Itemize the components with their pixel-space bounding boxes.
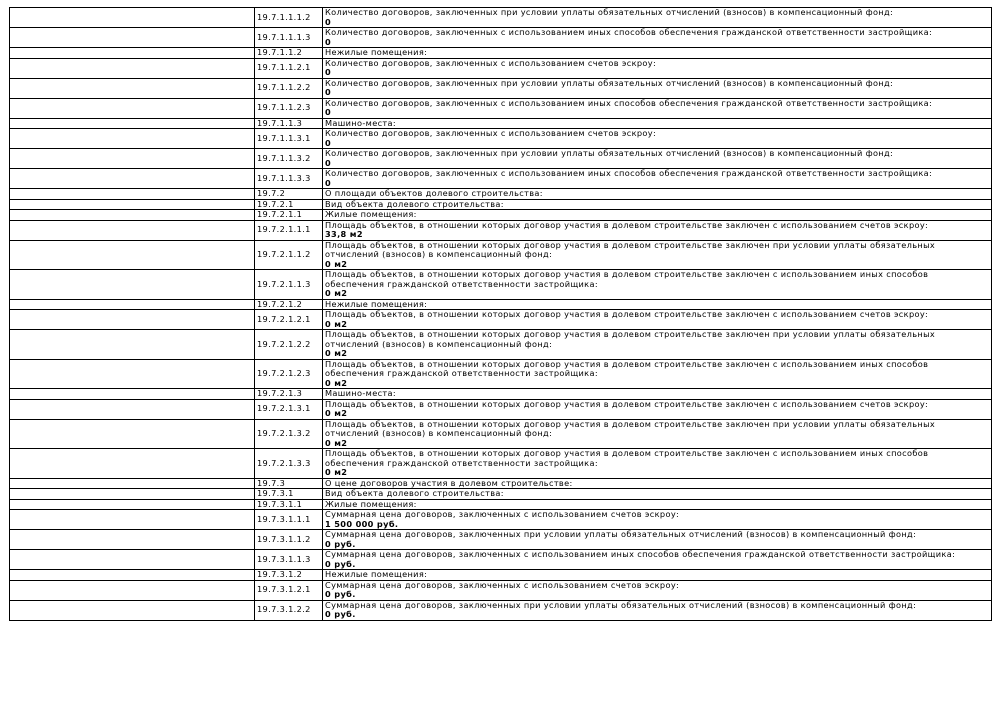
item-description-cell [323,78,992,98]
table-row [10,58,992,78]
item-value: 0 руб. [325,558,356,569]
item-description-cell [323,419,992,449]
item-description-cell [323,58,992,78]
item-value: 0 м2 [325,408,348,418]
item-label: Площадь объектов, в отношении которых договор участия в долевом строительстве заключен при условии уплаты обязательных отчислений (взносов) в компенсационный фонд: [325,329,936,349]
blank-cell [10,310,255,330]
table-row [10,489,992,500]
item-code: 19.7.1.1.2.2 [255,78,323,98]
item-description-cell [323,310,992,330]
item-value: 0 [325,67,332,77]
item-value: 0 м2 [325,348,348,358]
item-label: Количество договоров, заключенных при условии уплаты обязательных отчислений (взносов) в компенсационный фонд: [325,77,894,88]
item-code: 19.7.2.1.1 [255,210,323,221]
item-code: 19.7.2.1.2.3 [255,359,323,389]
table-row [10,310,992,330]
item-code: 19.7.2.1.1.3 [255,270,323,300]
item-description-cell [323,489,992,500]
item-code: 19.7.3.1.2.2 [255,600,323,620]
blank-cell [10,210,255,221]
table-row [10,78,992,98]
item-description-cell [323,149,992,169]
item-label: Площадь объектов, в отношении которых договор участия в долевом строительстве заключен при условии уплаты обязательных отчислений (взносов) в компенсационный фонд: [325,418,936,438]
item-description-cell [323,28,992,48]
item-description-cell [323,270,992,300]
blank-cell [10,499,255,510]
blank-cell [10,270,255,300]
blank-cell [10,299,255,310]
blank-cell [10,129,255,149]
blank-cell [10,530,255,550]
table-row [10,28,992,48]
table-row [10,550,992,570]
item-label: Количество договоров, заключенных с использованием иных способов обеспечения гражданской ответственности застройщика: [325,27,933,37]
item-value: 0 [325,36,332,47]
item-label: Площадь объектов, в отношении которых договор участия в долевом строительстве заключен с использованием иных способов обеспечения гражданской ответственности застройщика: [325,448,929,468]
item-code: 19.7.3.1.1.2 [255,530,323,550]
blank-cell [10,118,255,129]
table-row [10,389,992,400]
item-description-cell [323,169,992,189]
item-value: 0 руб. [325,538,356,549]
item-description-cell [323,478,992,489]
item-label: Вид объекта долевого строительства: [325,488,504,498]
blank-cell [10,510,255,530]
table-row [10,240,992,270]
table-body [10,8,992,621]
item-value: 0 м2 [325,467,348,477]
item-label: Нежилые помещения: [325,569,428,579]
item-description-cell [323,118,992,129]
blank-cell [10,399,255,419]
item-code: 19.7.1.1.2 [255,48,323,59]
table-row [10,98,992,118]
item-description-cell [323,550,992,570]
item-code: 19.7.2.1.1.2 [255,240,323,270]
blank-cell [10,449,255,479]
item-description-cell [323,8,992,28]
item-value: 0 [325,177,332,188]
item-value: 0 [325,137,332,148]
item-description-cell [323,240,992,270]
item-description-cell [323,499,992,510]
item-description-cell [323,189,992,200]
item-label: Нежилые помещения: [325,47,428,57]
table-row [10,8,992,28]
item-description-cell [323,600,992,620]
table-row [10,530,992,550]
item-label: Жилые помещения: [325,498,417,509]
table-row [10,419,992,449]
blank-cell [10,489,255,500]
item-value: 0 м2 [325,288,348,298]
item-code: 19.7.2.1.2.2 [255,330,323,360]
item-code: 19.7.3.1.1 [255,499,323,510]
blank-cell [10,419,255,449]
table-row [10,570,992,581]
item-value: 0 м2 [325,258,348,269]
table-row [10,149,992,169]
item-code: 19.7.3.1.2.1 [255,580,323,600]
table-row [10,189,992,200]
item-description-cell [323,570,992,581]
item-description-cell [323,399,992,419]
table-row [10,199,992,210]
item-description-cell [323,330,992,360]
item-description-cell [323,98,992,118]
item-label: Количество договоров, заключенных с использованием иных способов обеспечения гражданской ответственности застройщика: [325,168,933,178]
item-description-cell [323,48,992,59]
item-label: Количество договоров, заключенных при условии уплаты обязательных отчислений (взносов) в компенсационный фонд: [325,148,894,158]
disclosure-table [9,7,992,621]
item-label: О цене договоров участия в долевом строительстве: [325,477,573,488]
item-value: 0 руб. [325,609,356,619]
table-row [10,220,992,240]
item-description-cell [323,359,992,389]
item-code: 19.7.1.1.1.3 [255,28,323,48]
item-label: Суммарная цена договоров, заключенных с использованием счетов эскроу: [325,579,680,590]
item-description-cell [323,449,992,479]
item-code: 19.7.3.1 [255,489,323,500]
item-value: 0 м2 [325,318,348,329]
blank-cell [10,98,255,118]
item-code: 19.7.2.1.2 [255,299,323,310]
item-label: Площадь объектов, в отношении которых договор участия в долевом строительстве заключен с использованием иных способов обеспечения гражданской ответственности застройщика: [325,358,929,378]
item-code: 19.7.1.1.1.2 [255,8,323,28]
item-description-cell [323,530,992,550]
table-row [10,129,992,149]
item-code: 19.7.1.1.3.3 [255,169,323,189]
item-code: 19.7.1.1.3.2 [255,149,323,169]
blank-cell [10,220,255,240]
item-code: 19.7.2.1.3.1 [255,399,323,419]
item-value: 0 м2 [325,377,348,388]
item-label: Площадь объектов, в отношении которых договор участия в долевом строительстве заключен с использованием счетов эскроу: [325,398,929,409]
item-code: 19.7.1.1.3.1 [255,129,323,149]
item-code: 19.7.1.1.2.1 [255,58,323,78]
blank-cell [10,58,255,78]
item-code: 19.7.3.1.1.3 [255,550,323,570]
item-value: 1 500 000 руб. [325,518,399,529]
item-code: 19.7.2.1.3 [255,389,323,400]
blank-cell [10,478,255,489]
item-description-cell [323,299,992,310]
blank-cell [10,389,255,400]
table-row [10,169,992,189]
blank-cell [10,240,255,270]
blank-cell [10,48,255,59]
item-code: 19.7.1.1.3 [255,118,323,129]
blank-cell [10,570,255,581]
blank-cell [10,199,255,210]
blank-cell [10,28,255,48]
blank-cell [10,149,255,169]
item-value: 0 м2 [325,437,348,448]
item-value: 33,8 м2 [325,229,363,239]
item-label: Площадь объектов, в отношении которых договор участия в долевом строительстве заключен с использованием счетов эскроу: [325,219,929,230]
table-row [10,499,992,510]
item-label: Количество договоров, заключенных при условии уплаты обязательных отчислений (взносов) в компенсационный фонд: [325,7,894,17]
item-value: 0 руб. [325,589,356,599]
table-row [10,48,992,59]
blank-cell [10,550,255,570]
item-code: 19.7.2.1.3.2 [255,419,323,449]
item-label: Машино-места: [325,117,397,128]
item-value: 0 [325,16,332,27]
item-label: Машино-места: [325,388,397,398]
item-code: 19.7.2.1.1.1 [255,220,323,240]
item-description-cell [323,580,992,600]
table-row [10,299,992,310]
item-label: Площадь объектов, в отношении которых договор участия в долевом строительстве заключен при условии уплаты обязательных отчислений (взносов) в компенсационный фонд: [325,239,936,259]
item-label: Площадь объектов, в отношении которых договор участия в долевом строительстве заключен с использованием счетов эскроу: [325,309,929,319]
item-value: 0 [325,157,332,168]
item-label: Количество договоров, заключенных с использованием счетов эскроу: [325,57,657,68]
item-label: Суммарная цена договоров, заключенных при условии уплаты обязательных отчислений (взносов) в компенсационный фонд: [325,599,917,610]
item-code: 19.7.3.1.1.1 [255,510,323,530]
item-description-cell [323,210,992,221]
item-description-cell [323,220,992,240]
item-description-cell [323,129,992,149]
item-value: 0 [325,107,332,117]
item-label: Жилые помещения: [325,209,417,219]
table-row [10,510,992,530]
table-row [10,600,992,620]
item-label: Суммарная цена договоров, заключенных с использованием счетов эскроу: [325,509,680,519]
item-code: 19.7.3 [255,478,323,489]
item-label: Вид объекта долевого строительства: [325,198,504,209]
blank-cell [10,169,255,189]
item-label: Нежилые помещения: [325,298,428,309]
item-code: 19.7.2.1.2.1 [255,310,323,330]
item-code: 19.7.2.1.3.3 [255,449,323,479]
item-description-cell [323,389,992,400]
blank-cell [10,8,255,28]
item-value: 0 [325,87,332,97]
table-row [10,478,992,489]
table-row [10,359,992,389]
item-label: Суммарная цена договоров, заключенных при условии уплаты обязательных отчислений (взносов) в компенсационный фонд: [325,529,917,539]
table-row [10,118,992,129]
table-row [10,449,992,479]
table-row [10,399,992,419]
item-code: 19.7.1.1.2.3 [255,98,323,118]
blank-cell [10,189,255,200]
table-row [10,580,992,600]
item-label: Количество договоров, заключенных с использованием иных способов обеспечения гражданской ответственности застройщика: [325,97,933,108]
item-code: 19.7.3.1.2 [255,570,323,581]
table-row [10,210,992,221]
item-description-cell [323,510,992,530]
blank-cell [10,580,255,600]
item-code: 19.7.2 [255,189,323,200]
item-label: Площадь объектов, в отношении которых договор участия в долевом строительстве заключен с использованием иных способов обеспечения гражданской ответственности застройщика: [325,269,929,289]
item-description-cell [323,199,992,210]
item-label: Суммарная цена договоров, заключенных с использованием иных способов обеспечения гражданской ответственности застройщика: [325,549,956,559]
blank-cell [10,78,255,98]
item-label: О площади объектов долевого строительства: [325,188,543,198]
table-row [10,270,992,300]
blank-cell [10,330,255,360]
item-label: Количество договоров, заключенных с использованием счетов эскроу: [325,128,657,138]
table-row [10,330,992,360]
blank-cell [10,359,255,389]
blank-cell [10,600,255,620]
item-code: 19.7.2.1 [255,199,323,210]
